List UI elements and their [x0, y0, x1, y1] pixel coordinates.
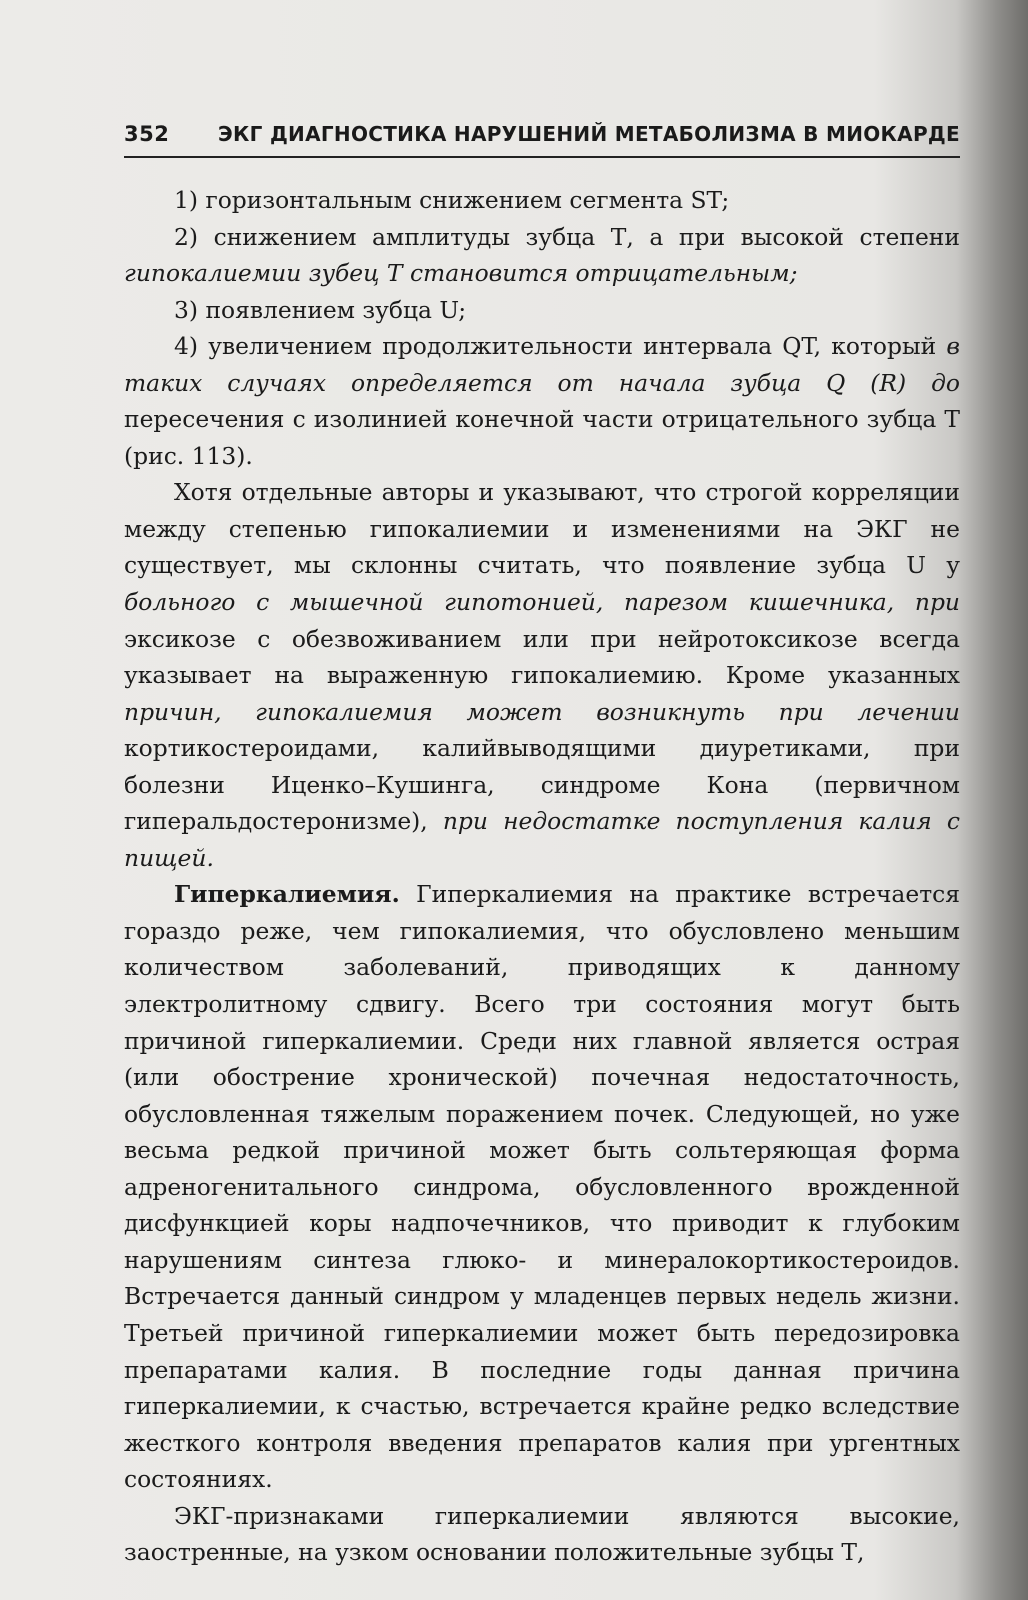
- running-header: [124, 116, 960, 158]
- list-item: [124, 219, 960, 292]
- list-item: [124, 328, 960, 474]
- paragraph-italic-text: больного с мышечной гипотонией, парезом кишечника, при: [124, 588, 960, 617]
- body-text: [124, 182, 960, 1571]
- paragraph-italic-text: при недостатке поступления калия с пищей.: [124, 807, 960, 872]
- list-item: [124, 182, 960, 219]
- paragraph-heading: Гиперкалиемия.: [174, 880, 400, 909]
- paragraph-text: Хотя отдельные авторы и указывают, что строгой корреляции между степенью гипокалиемии и изменениями на ЭКГ не существует, мы склонны считать, что появление зубца U у: [124, 478, 960, 580]
- list-item-text: пересечения с изолинией конечной части отрицательного зубца Т (рис. 113).: [124, 405, 960, 470]
- paragraph-text: Гиперкалиемия на практике встречается гораздо реже, чем гипокалиемия, что обусловлено меньшим количеством заболеваний, приводящих к данному электролитному сдвигу. Всего три состояния могут быть причиной гиперкалиемии. Среди них главной является острая (или обострение хронической) почечная недостаточность, обусловленная тяжелым поражением почек. Следующей, но уже весьма редкой причиной может быть сольтеряющая форма адреногенитального синдрома, обусловленного врожденной дисфункцией коры надпочечников, что приводит к глубоким нарушениям синтеза глюко- и минералокортикостероидов. Встречается данный синдром у младенцев первых недель жизни. Третьей причиной гиперкалиемии может быть передозировка препаратами калия. В последние годы данная причина гиперкалиемии, к счастью, встречается крайне редко вследствие жесткого контроля введения препаратов калия при ургентных состояниях.: [124, 880, 960, 1494]
- paragraph-text: кортикостероидами, калийвыводящими диуретиками, при болезни Иценко–Кушинга, синдроме Кона (первичном гиперальдостеронизме),: [124, 734, 960, 836]
- list-item-text: 4) увеличением продолжительности интервала QT, который: [174, 332, 947, 361]
- paragraph: [124, 474, 960, 876]
- paragraph: [124, 1498, 960, 1571]
- list-item-text: 1) горизонтальным снижением сегмента ST;: [174, 186, 730, 214]
- paragraph-text: ЭКГ-признаками гиперкалиемии являются высокие, заостренные, на узком основании положительные зубцы Т,: [124, 1501, 960, 1567]
- paragraph: [124, 876, 960, 1497]
- list-item-text: 2) снижением амплитуды зубца Т, а при высокой степени: [174, 222, 960, 251]
- list-item-italic-text: гипокалиемии зубец Т становится отрицательным;: [124, 259, 798, 288]
- running-title: ЭКГ ДИАГНОСТИКА НАРУШЕНИЙ МЕТАБОЛИЗМА В МИОКАРДЕ: [218, 122, 960, 146]
- list-item: [124, 292, 960, 329]
- paragraph-italic-text: причин, гипокалиемия может возникнуть при лечении: [124, 697, 960, 726]
- list-item-text: 3) появлением зубца U;: [174, 295, 467, 324]
- list-item-italic-text: в таких случаях определяется от начала зубца Q (R) до: [124, 332, 960, 397]
- page-number: 352: [124, 122, 170, 146]
- paragraph-text: эксикозе с обезвоживанием или при нейротоксикозе всегда указывает на выраженную гипокалиемию. Кроме указанных: [124, 624, 960, 690]
